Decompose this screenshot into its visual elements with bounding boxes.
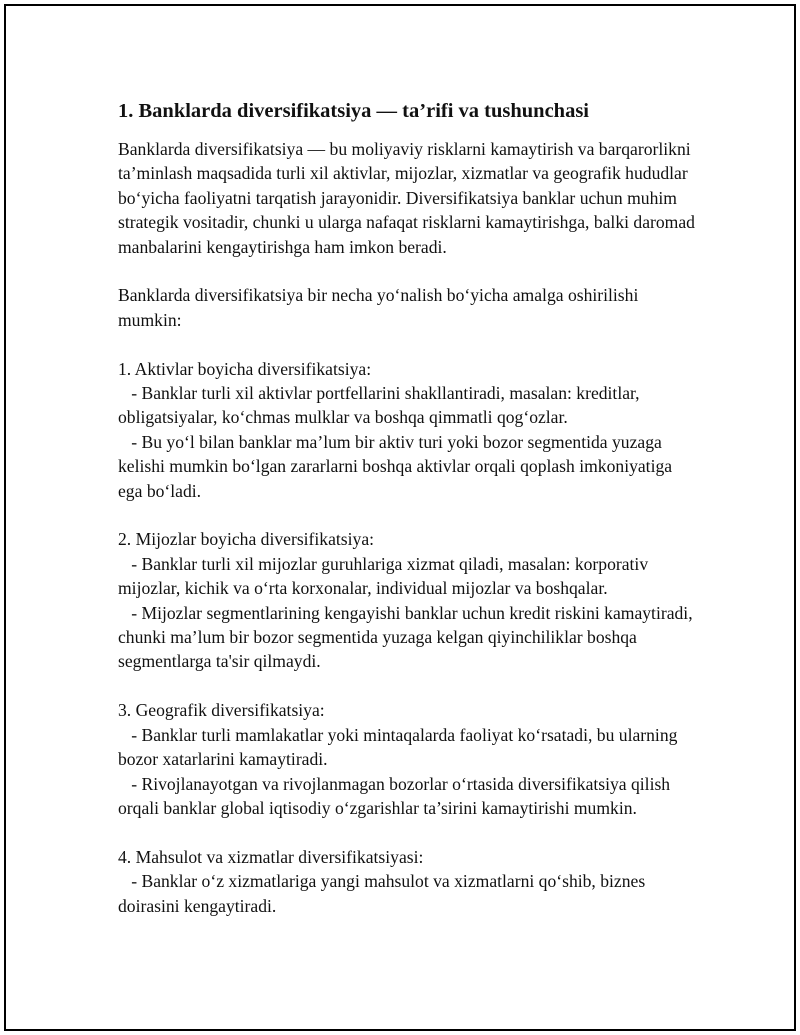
bullet-text: - Banklar turli xil aktivlar portfellarini shakllantiradi, masalan: kreditlar, obligatsiyalar, ko‘chmas mulklar va boshqa qimmatli qog‘ozlar.	[118, 383, 640, 428]
lead-in-paragraph: Banklarda diversifikatsiya bir necha yo‘nalish bo‘yicha amalga oshirilishi mumkin:	[118, 285, 639, 330]
document-body	[118, 98, 698, 942]
bullet-item	[118, 869, 698, 918]
section-heading: 1. Aktivlar boyicha diversifikatsiya:	[118, 358, 372, 379]
section-products	[118, 845, 698, 918]
section-assets	[118, 357, 698, 503]
section-heading: 2. Mijozlar boyicha diversifikatsiya:	[118, 529, 375, 550]
bullet-item	[118, 552, 698, 601]
bullet-text: - Banklar turli xil mijozlar guruhlariga xizmat qiladi, masalan: korporativ mijozlar, kichik va o‘rta korxonalar, individual mijozlar va boshqalar.	[118, 553, 649, 599]
section-geographic	[118, 698, 698, 820]
page-frame	[4, 4, 796, 1031]
bullet-text: - Bu yo‘l bilan banklar ma’lum bir aktiv turi yoki bozor segmentida yuzaga kelishi mumkin bo‘lgan zararlarni boshqa aktivlar orqali qoplash imkoniyatiga ega bo‘ladi.	[118, 431, 673, 501]
bullet-item	[118, 723, 698, 772]
bullet-text: - Rivojlanayotgan va rivojlanmagan bozorlar o‘rtasida diversifikatsiya qilish orqali banklar global iqtisodiy o‘zgarishlar ta’sirini kamaytirishi mumkin.	[118, 773, 671, 818]
bullet-text: - Banklar turli mamlakatlar yoki mintaqalarda faoliyat ko‘rsatadi, bu ularning bozor xatarlarini kamaytiradi.	[118, 724, 678, 770]
bullet-item	[118, 601, 698, 674]
bullet-text: - Banklar o‘z xizmatlariga yangi mahsulot va xizmatlarni qo‘shib, biznes doirasini kengaytiradi.	[118, 871, 646, 916]
bullet-item	[118, 772, 698, 821]
section-heading: 4. Mahsulot va xizmatlar diversifikatsiyasi:	[118, 846, 424, 867]
bullet-text: - Mijozlar segmentlarining kengayishi banklar uchun kredit riskini kamaytiradi, chunki ma’lum bir bozor segmentida yuzaga kelgan qiyinchiliklar boshqa segmentlarga ta'sir qilmaydi.	[118, 602, 693, 672]
intro-paragraph: Banklarda diversifikatsiya — bu moliyaviy risklarni kamaytirish va barqarorlikni ta’minlash maqsadida turli xil aktivlar, mijozlar, xizmatlar va geografik hududlar bo‘yicha faoliyatni tarqatish jarayonidir. Diversifikatsiya banklar uchun muhim strategik vositadir, chunki u ularga nafaqat risklarni kamaytirishga, balki daromad manbalarini kengaytirishga ham imkon beradi.	[118, 139, 695, 257]
bullet-item	[118, 381, 698, 430]
section-clients	[118, 527, 698, 673]
bullet-item	[118, 430, 698, 503]
section-heading: 3. Geografik diversifikatsiya:	[118, 700, 325, 721]
document-title: 1. Banklarda diversifikatsiya — ta’rifi va tushunchasi	[118, 100, 589, 122]
